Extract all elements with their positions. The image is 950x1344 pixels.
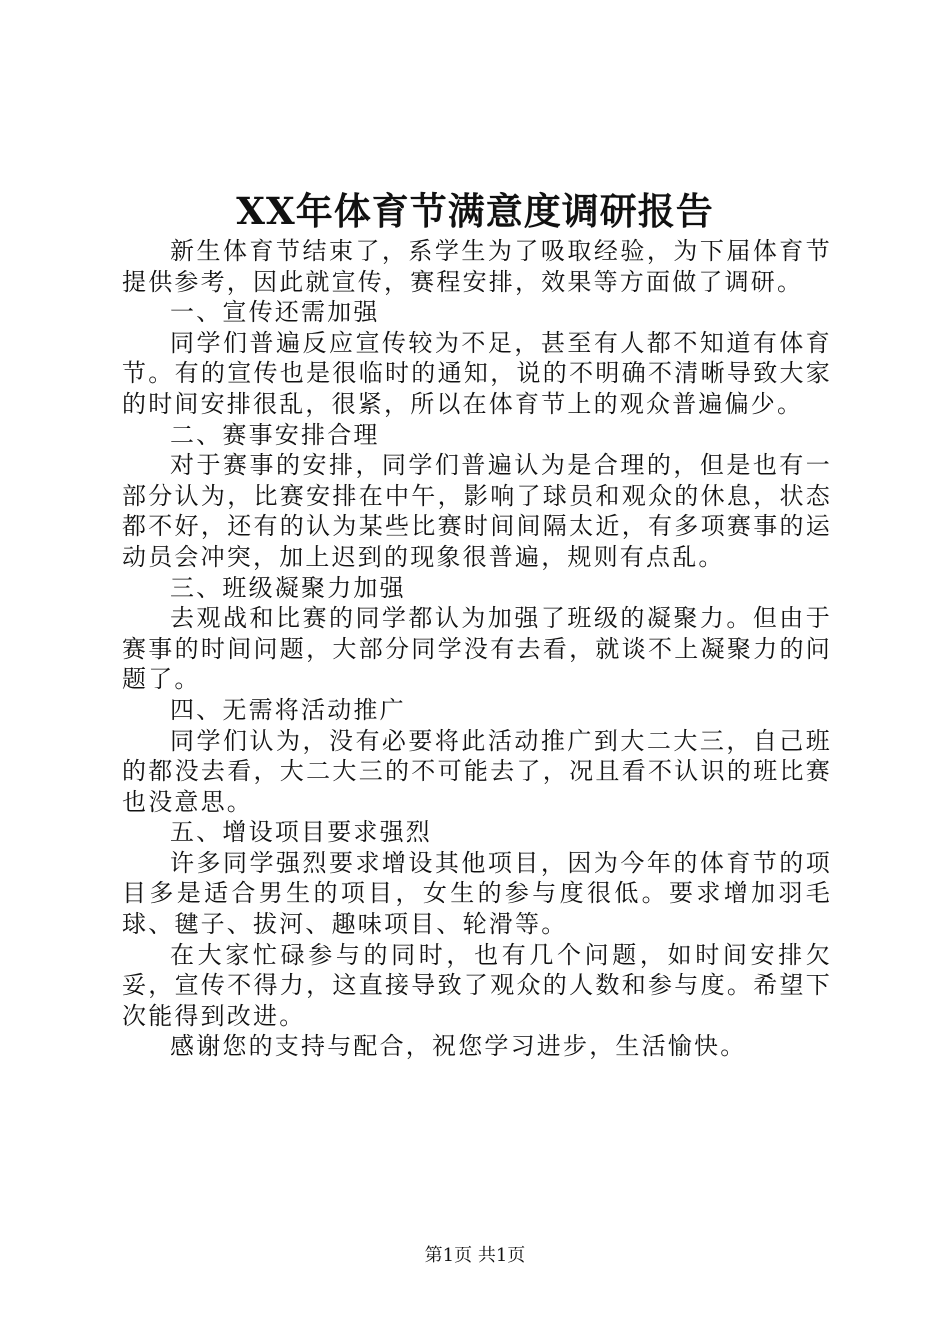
section-heading-1: 一、宣传还需加强 [170,298,380,327]
section-heading-3: 三、班级凝聚力加强 [170,573,406,602]
paragraph-5: 许多同学强烈要求增设其他项目，因为今年的体育节的项目多是适合男生的项目，女生的参与度很低。要求增加羽毛球、毽子、拔河、趣味项目、轮滑等。 [122,848,832,939]
section-heading-2: 二、赛事安排合理 [170,420,380,449]
paragraph-4: 同学们认为，没有必要将此活动推广到大二大三，自己班的都没去看，大二大三的不可能去了，况且看不认识的班比赛也没意思。 [122,726,832,816]
paragraph-2: 对于赛事的安排，同学们普遍认为是合理的，但是也有一部分认为，比赛安排在中午，影响了球员和观众的休息，状态都不好，还有的认为某些比赛时间间隔太近，有多项赛事的运动员会冲突，加上迟到的现象很普遍，规则有点乱。 [122,451,832,571]
document-title: XX年体育节满意度调研报告 [236,189,714,233]
document-body [122,236,832,1062]
paragraph-intro: 新生体育节结束了，系学生为了吸取经验，为下届体育节提供参考，因此就宣传，赛程安排，效果等方面做了调研。 [122,237,832,296]
paragraph-conclusion: 在大家忙碌参与的同时，也有几个问题，如时间安排欠妥，宣传不得力，这直接导致了观众的人数和参与度。希望下次能得到改进。 [122,940,832,1030]
paragraph-3: 去观战和比赛的同学都认为加强了班级的凝聚力。但由于赛事的时间问题，大部分同学没有去看，就谈不上凝聚力的问题了。 [122,604,832,694]
section-heading-4: 四、无需将活动推广 [170,695,406,724]
page-number-footer: 第1页 共1页 [424,1245,526,1266]
paragraph-1: 同学们普遍反应宣传较为不足，甚至有人都不知道有体育节。有的宣传也是很临时的通知，说的不明确不清晰导致大家的时间安排很乱，很紧，所以在体育节上的观众普遍偏少。 [122,328,832,418]
paragraph-thanks: 感谢您的支持与配合，祝您学习进步，生活愉快。 [170,1032,747,1061]
section-heading-5: 五、增设项目要求强烈 [170,818,432,847]
